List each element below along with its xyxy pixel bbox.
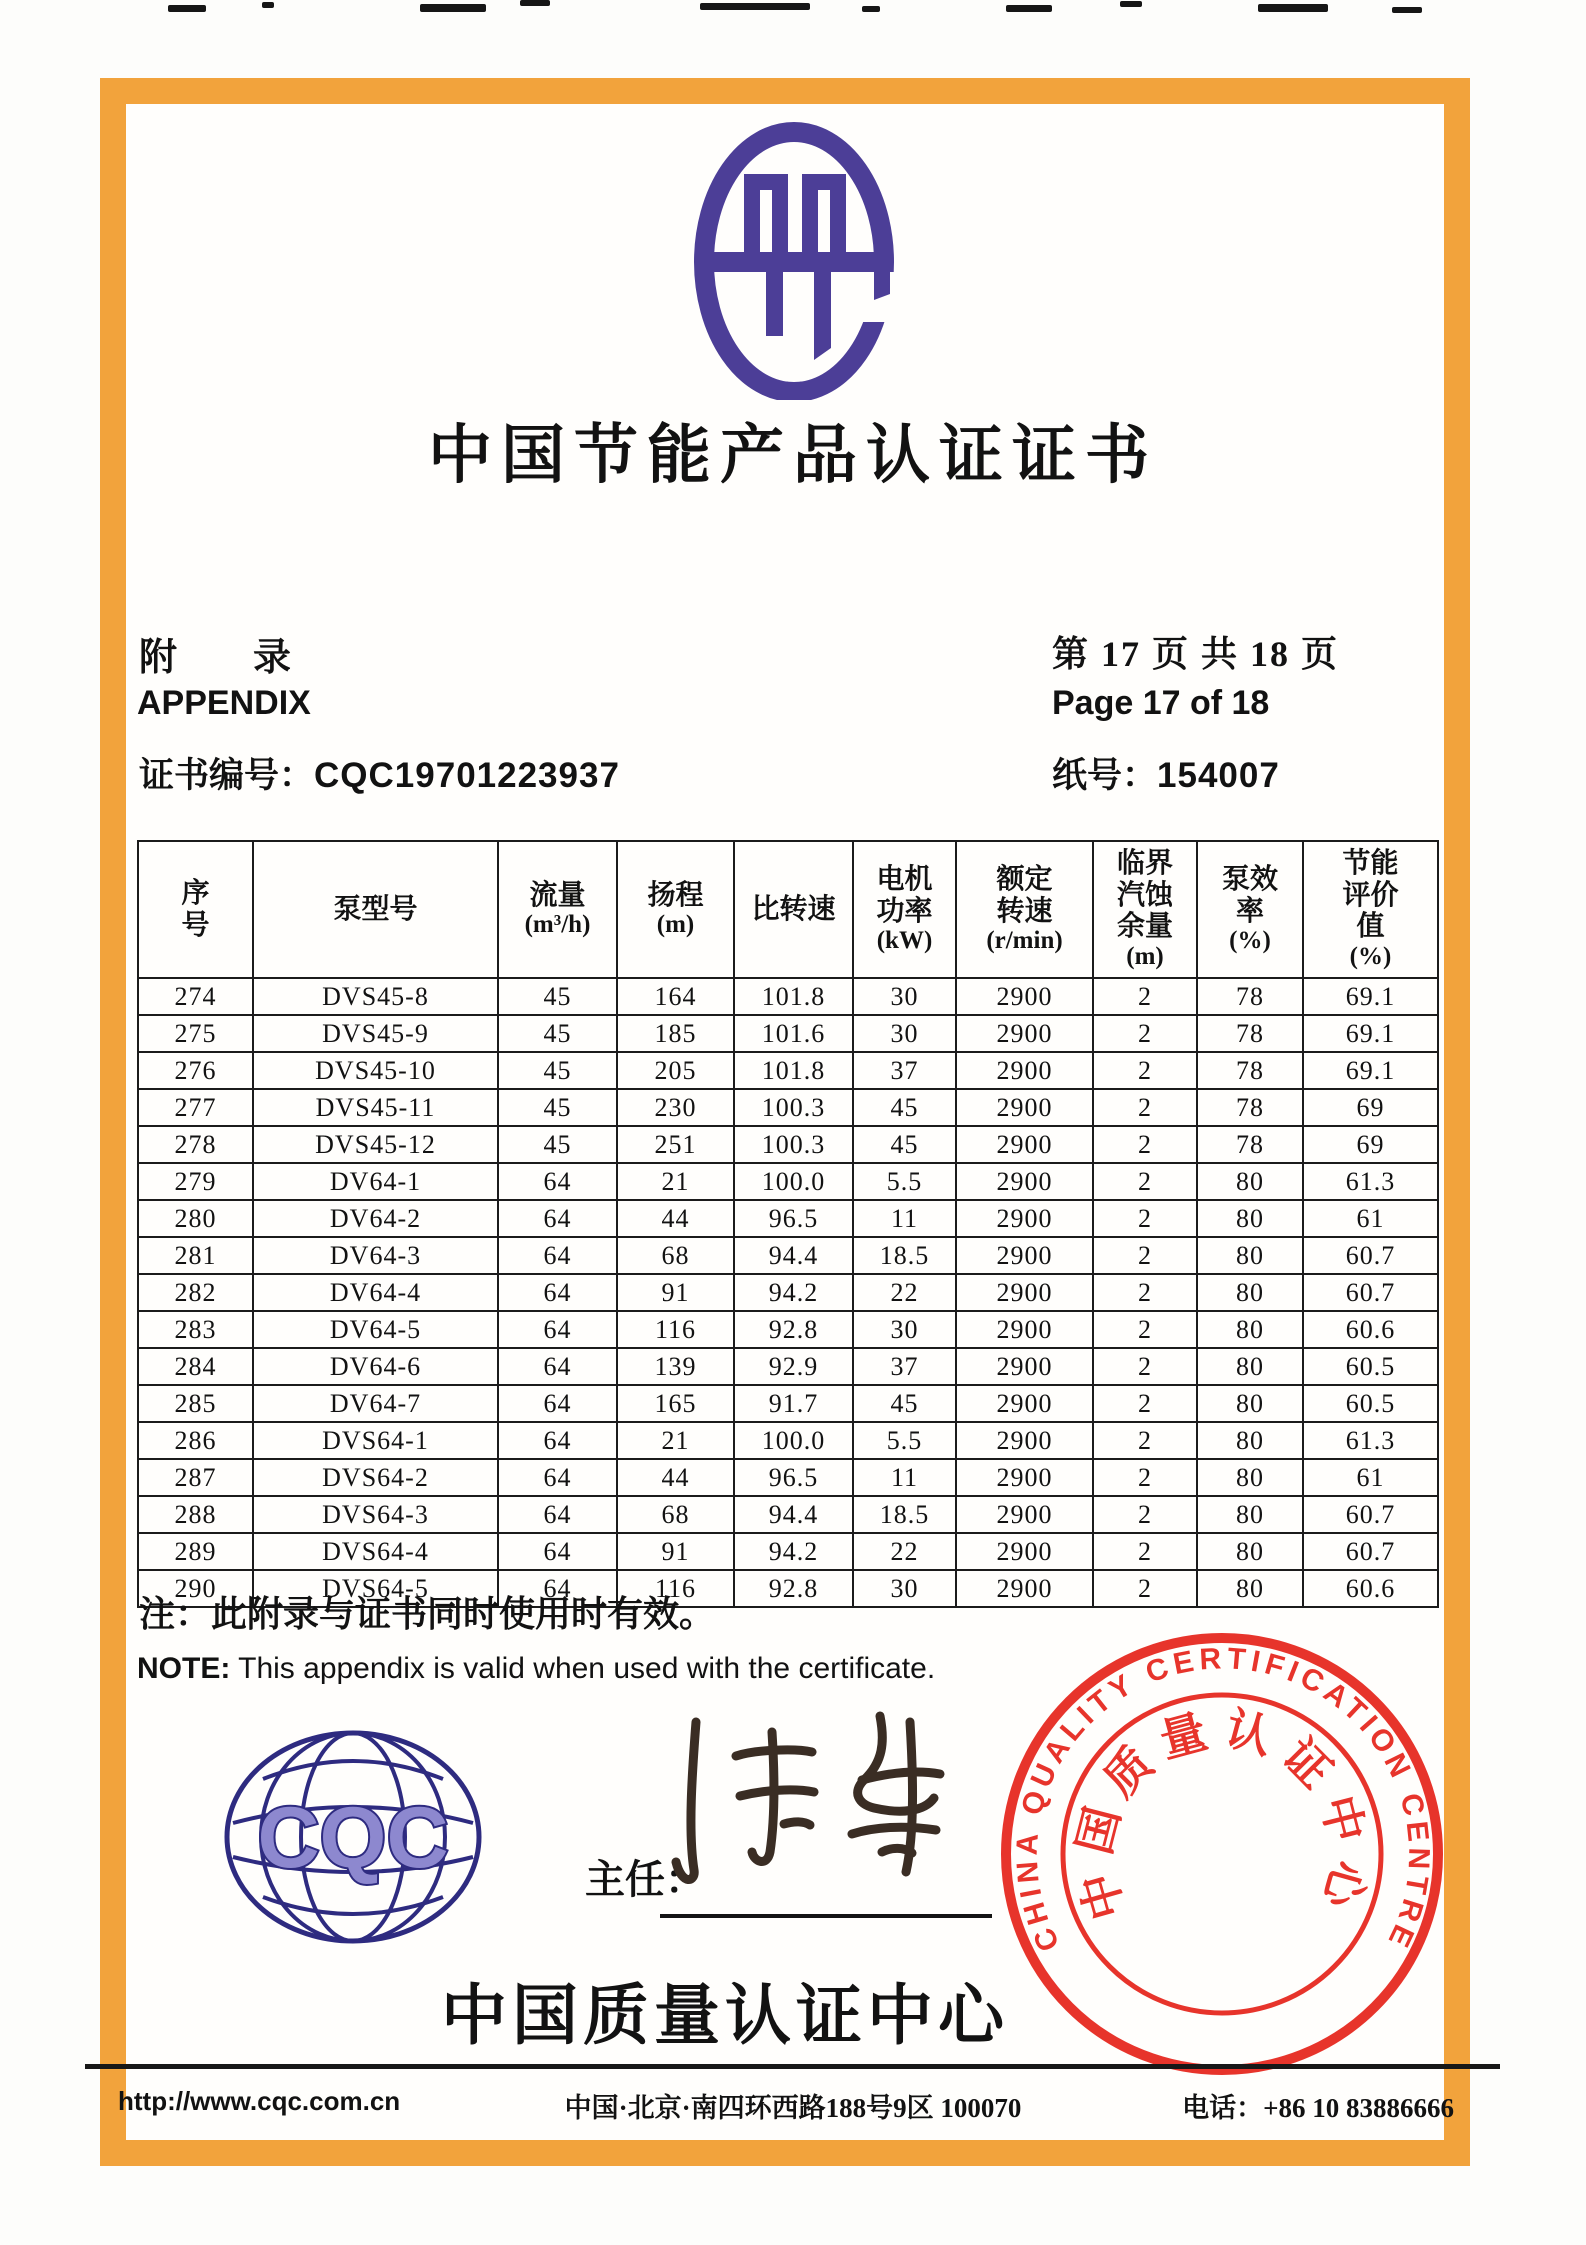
table-cell: 64 [498,1533,617,1570]
table-cell: 21 [617,1163,734,1200]
table-cell: 2 [1093,1311,1197,1348]
table-row [138,1385,1438,1422]
table-cell: 64 [498,1459,617,1496]
table-cell: 100.3 [734,1126,853,1163]
table-cell: DVS45-8 [253,978,498,1015]
table-cell: 91 [617,1274,734,1311]
table-cell: 96.5 [734,1459,853,1496]
table-cell: 60.7 [1303,1533,1438,1570]
table-cell: 30 [853,1311,956,1348]
table-cell: 2 [1093,1533,1197,1570]
table-cell: 101.8 [734,978,853,1015]
table-cell: 45 [498,1126,617,1163]
footer-address: 中国·北京·南四环西路188号9区 100070 [564,2093,1022,2123]
table-cell: 78 [1197,1015,1303,1052]
certificate-number-row [139,748,620,798]
table-cell: 165 [617,1385,734,1422]
table-cell: DVS64-3 [253,1496,498,1533]
table-cell: 280 [138,1200,253,1237]
table-cell: 100.0 [734,1422,853,1459]
table-cell: 2900 [956,1348,1093,1385]
table-cell: 2 [1093,1385,1197,1422]
column-header: 临界 汽蚀 余量 (m) [1093,841,1197,978]
table-cell: 94.4 [734,1237,853,1274]
table-cell: 60.6 [1303,1570,1438,1607]
column-header: 节能 评价 值 (%) [1303,841,1438,978]
page-number-en: Page 17 of 18 [1052,684,1270,722]
table-cell: 2900 [956,1089,1093,1126]
footer-phone: 电话：+86 10 83886666 [1182,2093,1454,2123]
table-cell: 21 [617,1422,734,1459]
table-cell: 2900 [956,1459,1093,1496]
table-cell: 68 [617,1237,734,1274]
table-cell: DVS45-10 [253,1052,498,1089]
table-cell: 91 [617,1533,734,1570]
table-cell: 94.2 [734,1533,853,1570]
table-cell: 30 [853,978,956,1015]
table-cell: 285 [138,1385,253,1422]
table-cell: DVS64-5 [253,1570,498,1607]
table-cell: 78 [1197,1126,1303,1163]
table-cell: 11 [853,1459,956,1496]
table-cell: 61 [1303,1200,1438,1237]
table-cell: 64 [498,1274,617,1311]
table-cell: 60.7 [1303,1496,1438,1533]
table-cell: 64 [498,1237,617,1274]
table-cell: 5.5 [853,1422,956,1459]
column-header: 扬程 (m) [617,841,734,978]
table-cell: 2 [1093,1459,1197,1496]
table-cell: DV64-2 [253,1200,498,1237]
table-cell: 2 [1093,1089,1197,1126]
table-cell: 45 [498,1015,617,1052]
table-cell: 2 [1093,1348,1197,1385]
table-cell: 2900 [956,1274,1093,1311]
table-cell: 64 [498,1163,617,1200]
column-header: 流量 (m³/h) [498,841,617,978]
table-cell: DVS64-1 [253,1422,498,1459]
table-row [138,1089,1438,1126]
table-row [138,1459,1438,1496]
table-row [138,1311,1438,1348]
table-cell: 2 [1093,1496,1197,1533]
table-cell: 2 [1093,1237,1197,1274]
column-header: 泵型号 [253,841,498,978]
table-cell: 80 [1197,1200,1303,1237]
table-cell: 94.4 [734,1496,853,1533]
table-cell: 69.1 [1303,978,1438,1015]
table-cell: 92.8 [734,1570,853,1607]
table-cell: 69 [1303,1089,1438,1126]
table-cell: 64 [498,1311,617,1348]
table-cell: 78 [1197,978,1303,1015]
table-cell: 37 [853,1348,956,1385]
table-cell: 278 [138,1126,253,1163]
table-cell: 69.1 [1303,1015,1438,1052]
table-cell: 94.2 [734,1274,853,1311]
table-cell: 78 [1197,1089,1303,1126]
table-cell: 64 [498,1348,617,1385]
table-cell: 45 [498,978,617,1015]
page-number-cn: 第 17 页 共 18 页 [1052,634,1340,674]
organization-name: 中国质量认证中心 [441,1978,1009,2052]
table-cell: 116 [617,1570,734,1607]
table-cell: 100.3 [734,1089,853,1126]
table-cell: 96.5 [734,1200,853,1237]
table-row [138,1348,1438,1385]
table-cell: DV64-4 [253,1274,498,1311]
table-row [138,1237,1438,1274]
column-header: 额定 转速 (r/min) [956,841,1093,978]
table-cell: 37 [853,1052,956,1089]
table-cell: 64 [498,1496,617,1533]
table-cell: DV64-1 [253,1163,498,1200]
table-row [138,1496,1438,1533]
table-cell: 60.5 [1303,1385,1438,1422]
table-cell: 61.3 [1303,1163,1438,1200]
table-cell: 80 [1197,1459,1303,1496]
table-cell: 45 [853,1385,956,1422]
table-cell: 286 [138,1422,253,1459]
table-cell: DV64-7 [253,1385,498,1422]
paper-number-value: 154007 [1157,756,1280,795]
table-cell: DVS64-4 [253,1533,498,1570]
table-cell: 22 [853,1533,956,1570]
column-header: 序 号 [138,841,253,978]
table-cell: DV64-3 [253,1237,498,1274]
table-cell: 80 [1197,1570,1303,1607]
table-cell: DVS45-12 [253,1126,498,1163]
table-cell: 2900 [956,1422,1093,1459]
note-cn: 注：此附录与证书同时使用时有效。 [139,1594,716,1634]
table-cell: 281 [138,1237,253,1274]
table-cell: 30 [853,1570,956,1607]
paper-number-row [1052,748,1280,798]
table-cell: 277 [138,1089,253,1126]
table-cell: 2 [1093,1015,1197,1052]
table-cell: DVS45-11 [253,1089,498,1126]
table-cell: 60.5 [1303,1348,1438,1385]
table-cell: 61.3 [1303,1422,1438,1459]
table-cell: 64 [498,1200,617,1237]
table-cell: 18.5 [853,1237,956,1274]
table-cell: 251 [617,1126,734,1163]
table-cell: 61 [1303,1459,1438,1496]
table-cell: 274 [138,978,253,1015]
table-cell: 275 [138,1015,253,1052]
table-cell: 2900 [956,1496,1093,1533]
cqc-globe-logo-icon [222,1726,484,1948]
table-cell: 2900 [956,1163,1093,1200]
table-cell: 2 [1093,1200,1197,1237]
table-cell: 11 [853,1200,956,1237]
table-cell: 45 [853,1126,956,1163]
table-cell: 2900 [956,1570,1093,1607]
table-header-row [138,841,1438,978]
table-cell: 100.0 [734,1163,853,1200]
table-row [138,1533,1438,1570]
table-cell: 101.6 [734,1015,853,1052]
column-header: 泵效 率 (%) [1197,841,1303,978]
table-row [138,1200,1438,1237]
cqc-logo-letters: CQC [257,1790,449,1886]
paper-number-label: 纸号： [1052,756,1158,795]
table-cell: 80 [1197,1496,1303,1533]
note-en-label: NOTE: [137,1652,231,1685]
red-certification-stamp [994,1626,1450,2082]
appendix-label-cn: 附 录 [139,637,292,679]
table-cell: 279 [138,1163,253,1200]
table-cell: 288 [138,1496,253,1533]
table-row [138,1126,1438,1163]
stamp-inner-text: 中国质量认证中心 [1068,1702,1376,1926]
column-header: 比转速 [734,841,853,978]
table-cell: 2 [1093,1274,1197,1311]
table-cell: 60.7 [1303,1237,1438,1274]
table-cell: 5.5 [853,1163,956,1200]
table-row [138,1274,1438,1311]
table-cell: 80 [1197,1163,1303,1200]
table-cell: 164 [617,978,734,1015]
director-signature [642,1700,1014,1918]
table-cell: 92.9 [734,1348,853,1385]
table-row [138,1052,1438,1089]
table-cell: 2 [1093,1422,1197,1459]
table-row [138,1163,1438,1200]
table-cell: 283 [138,1311,253,1348]
certificate-number-value: CQC19701223937 [314,756,620,795]
table-cell: 18.5 [853,1496,956,1533]
pump-data-table-wrap [137,840,1439,1608]
table-cell: 45 [498,1089,617,1126]
table-row [138,1422,1438,1459]
table-cell: 289 [138,1533,253,1570]
table-cell: 45 [498,1052,617,1089]
director-label: 主任： [585,1857,705,1902]
table-cell: 2900 [956,1052,1093,1089]
table-cell: 101.8 [734,1052,853,1089]
table-cell: 2900 [956,1126,1093,1163]
table-cell: 2 [1093,978,1197,1015]
table-cell: 68 [617,1496,734,1533]
table-cell: 2900 [956,1533,1093,1570]
table-cell: 116 [617,1311,734,1348]
table-row [138,978,1438,1015]
appendix-label-en: APPENDIX [137,684,311,722]
table-cell: 2900 [956,1200,1093,1237]
table-cell: 2900 [956,1015,1093,1052]
table-cell: 44 [617,1459,734,1496]
table-row [138,1015,1438,1052]
table-cell: 80 [1197,1422,1303,1459]
table-cell: 185 [617,1015,734,1052]
table-cell: 60.7 [1303,1274,1438,1311]
table-cell: 2900 [956,1311,1093,1348]
table-cell: 2 [1093,1163,1197,1200]
table-cell: 80 [1197,1274,1303,1311]
table-cell: 282 [138,1274,253,1311]
table-cell: 69 [1303,1126,1438,1163]
table-cell: 284 [138,1348,253,1385]
table-cell: 64 [498,1385,617,1422]
table-cell: 64 [498,1570,617,1607]
certificate-number-label: 证书编号： [139,756,315,795]
table-cell: DVS45-9 [253,1015,498,1052]
table-cell: 22 [853,1274,956,1311]
table-cell: 139 [617,1348,734,1385]
note-en [137,1652,935,1686]
table-cell: 2900 [956,1385,1093,1422]
table-cell: 80 [1197,1385,1303,1422]
table-cell: 69.1 [1303,1052,1438,1089]
table-cell: 92.8 [734,1311,853,1348]
table-cell: 30 [853,1015,956,1052]
table-cell: 80 [1197,1348,1303,1385]
table-cell: 45 [853,1089,956,1126]
energy-saving-logo-icon [694,114,894,400]
table-cell: 2900 [956,1237,1093,1274]
table-cell: 230 [617,1089,734,1126]
table-cell: 64 [498,1422,617,1459]
footer-divider [85,2064,1500,2069]
pump-data-table [137,840,1439,1608]
table-cell: 80 [1197,1237,1303,1274]
table-cell: 2900 [956,978,1093,1015]
table-cell: 78 [1197,1052,1303,1089]
table-cell: 287 [138,1459,253,1496]
table-cell: 44 [617,1200,734,1237]
table-cell: 2 [1093,1052,1197,1089]
table-cell: 80 [1197,1311,1303,1348]
table-cell: 276 [138,1052,253,1089]
table-cell: 80 [1197,1533,1303,1570]
column-header: 电机 功率 (kW) [853,841,956,978]
certificate-title: 中国节能产品认证证书 [428,420,1158,491]
footer-website: http://www.cqc.com.cn [118,2086,401,2116]
table-cell: 2 [1093,1126,1197,1163]
note-en-text: This appendix is valid when used with the certificate. [230,1652,936,1685]
table-cell: 205 [617,1052,734,1089]
table-cell: DVS64-2 [253,1459,498,1496]
table-cell: 91.7 [734,1385,853,1422]
table-cell: 2 [1093,1570,1197,1607]
table-cell: 290 [138,1570,253,1607]
table-cell: DV64-5 [253,1311,498,1348]
table-cell: 60.6 [1303,1311,1438,1348]
stamp-ring-text: CHINA QUALITY CERTIFICATION CENTRE [1010,1642,1436,1957]
table-cell: DV64-6 [253,1348,498,1385]
